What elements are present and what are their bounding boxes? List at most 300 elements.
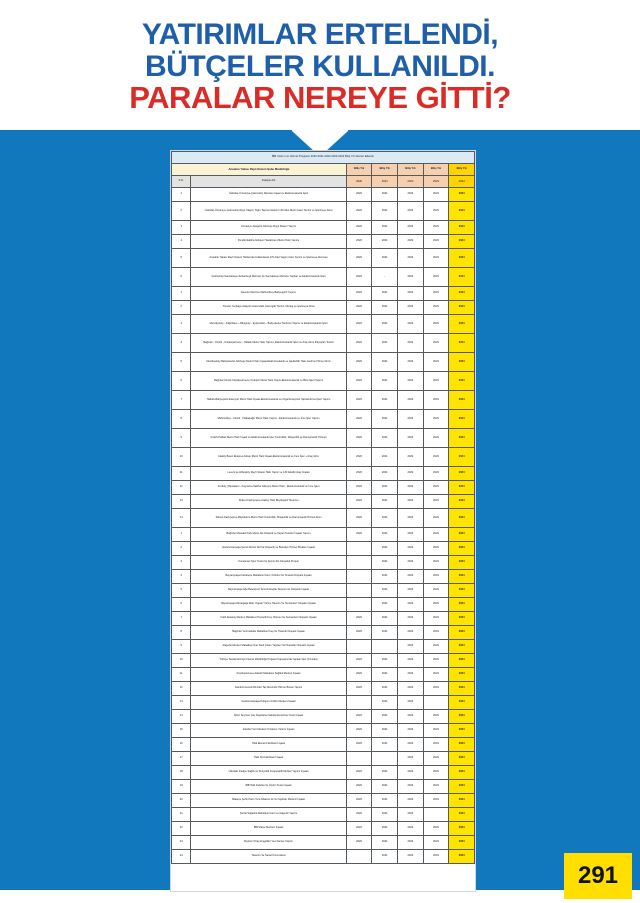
year-cell-2022: 2022	[398, 570, 424, 584]
year-cell-2023: 2023	[423, 372, 449, 391]
year-cell-2023: 2023	[423, 268, 449, 287]
activity-name-cell: Çekmeköy-Sancaktepe-Sultanbeyli Metrosu Ve Sancaktepe Metrosu Yapıları ve Elektromekanik İşleri	[191, 268, 346, 287]
year-cell-2020: 2020	[346, 654, 372, 668]
row-number-cell: 5	[172, 353, 191, 372]
year-cell-2022: 2022	[398, 410, 424, 429]
row-number-cell: 22	[172, 822, 191, 836]
year-cell-2021: 2021	[372, 467, 398, 481]
year-cell-2021: 2021	[372, 612, 398, 626]
year-cell-2022: 2022	[398, 467, 424, 481]
year-cell-2024: 2024	[449, 188, 475, 202]
year-number-2: 2022	[398, 176, 424, 188]
row-number-cell: 4	[172, 334, 191, 353]
row-number-cell: 18	[172, 766, 191, 780]
activity-name-cell: İBB Halk Fabrika Ve Üretim Tesisi İnşaatı	[191, 780, 346, 794]
year-cell-2021: 2021	[372, 654, 398, 668]
table-row	[172, 836, 475, 850]
row-number-cell: 6	[172, 372, 191, 391]
table-row	[172, 249, 475, 268]
year-cell-2023: 2023	[423, 410, 449, 429]
year-cell-2024: 2024	[449, 626, 475, 640]
row-number-cell: 10	[172, 448, 191, 467]
year-cell-2020	[346, 850, 372, 864]
row-number-cell: 6	[172, 598, 191, 612]
year-cell-2020: 2020	[346, 836, 372, 850]
activity-name-cell: Üsküdar-Ümraniye-Çekmeköy Metrosu İnşaat ve Elektromekanik İşleri	[191, 188, 346, 202]
year-cell-2023: 2023	[423, 570, 449, 584]
activity-name-cell: Pendik-Sabiha Gökçen Havalimanı Metro Hattı Yapımı	[191, 235, 346, 249]
table-row	[172, 668, 475, 682]
activity-name-cell: Türkiye Sanatlı Emniyet Genel Müdürlüğü Projeleri Kapsamında Yapılan Işler (12 Adet)	[191, 654, 346, 668]
year-cell-2021: 2021	[372, 495, 398, 509]
investment-program-table	[171, 151, 475, 864]
year-cell-2021: 2021	[372, 682, 398, 696]
activity-name-cell: Bağcılar-Kirazlı-Küçükçekmece Yerleşim Metro Hattı Yapım-Elektromekanik ve Bina İşleri Yapımı	[191, 372, 346, 391]
year-cell-2020: 2020	[346, 188, 372, 202]
year-cell-2022: 2022	[398, 448, 424, 467]
activity-name-cell: Tasarım Ve Sanat Üniversitesi	[191, 850, 346, 864]
year-cell-2020	[346, 696, 372, 710]
year-header-1: Bitiş Yılı	[372, 164, 398, 176]
table-row	[172, 334, 475, 353]
year-cell-2022: 2022	[398, 481, 424, 495]
table-row	[172, 542, 475, 556]
year-cell-2024: 2024	[449, 766, 475, 780]
year-cell-2024: 2024	[449, 696, 475, 710]
year-cell-2023: 2023	[423, 822, 449, 836]
year-cell-2020: 2020	[346, 481, 372, 495]
year-cell-2024: 2024	[449, 202, 475, 221]
table-row	[172, 682, 475, 696]
year-cell-2024: 2024	[449, 584, 475, 598]
activity-name-cell: Fatih Aksaray Merkez Mahallesi Ticaretli Kreş, Bürosu Ve Semtevleri Otoparkı İnşaatı	[191, 612, 346, 626]
year-cell-2021: 2021	[372, 410, 398, 429]
year-cell-2020: 2020	[346, 668, 372, 682]
year-cell-2021: 2021	[372, 794, 398, 808]
row-number-cell: 15	[172, 724, 191, 738]
year-cell-2021: 2021	[372, 202, 398, 221]
year-cell-2023: 2023	[423, 202, 449, 221]
year-cell-2020: 2020	[346, 202, 372, 221]
year-cell-2020: 2020	[346, 766, 372, 780]
year-cell-2020: 2020	[346, 710, 372, 724]
year-cell-2024: 2024	[449, 391, 475, 410]
activity-name-cell: Maltepe Şehir Parkı Yeni Albatros Ve Su Sporları Merkezi İnşaatı	[191, 794, 346, 808]
year-cell-2021	[372, 752, 398, 766]
year-cell-2021: 2021	[372, 334, 398, 353]
year-cell-2023: 2023	[423, 752, 449, 766]
year-cell-2021: 2021	[372, 584, 398, 598]
year-header-2: Bitiş Yılı	[398, 164, 424, 176]
year-cell-2020: 2020	[346, 221, 372, 235]
year-cell-2020	[346, 640, 372, 654]
table-row	[172, 780, 475, 794]
year-cell-2023: 2023	[423, 542, 449, 556]
year-cell-2024: 2024	[449, 301, 475, 315]
headline-line-2: BÜTÇELER KULLANILDI.	[145, 49, 495, 83]
year-cell-2024: 2024	[449, 410, 475, 429]
year-cell-2023: 2023	[423, 391, 449, 410]
year-cell-2020: 2020	[346, 626, 372, 640]
row-number-cell: 9	[172, 429, 191, 448]
year-cell-2024: 2024	[449, 752, 475, 766]
activity-name-cell: Bağcılar Mustakil Park Metro Altı Otopark ve Kapalı Tesisler İnşaatı Yapımı	[191, 528, 346, 542]
activity-name-cell: Üsküdar İcadiye Sağlık ve Periyodik Kooperatifli Merkez Yapımı İnşaatı	[191, 766, 346, 780]
year-cell-2024: 2024	[449, 710, 475, 724]
year-cell-2024: 2024	[449, 682, 475, 696]
year-number-0: 2020	[346, 176, 372, 188]
year-cell-2020: 2020	[346, 467, 372, 481]
activity-name-cell: Silivri Seymen Çay Depolama Sahasında Antrex Tesis İnşaatı	[191, 710, 346, 724]
year-cell-2023: 2023	[423, 668, 449, 682]
activity-name-cell: Üsküdar-Ümraniye-Çekmeköy Raylı Ulaşım Toplu Taşıma Sistemi 120 Adet Metro Aracı Temini ve İşletmeye Alma	[191, 202, 346, 221]
row-number-cell: 13	[172, 696, 191, 710]
year-cell-2020: 2020	[346, 448, 372, 467]
activity-name-cell: Gaziosmanpaşa Poligonu Kültür Merkezi İnşaatı	[191, 696, 346, 710]
row-number-cell: 4	[172, 235, 191, 249]
year-cell-2021	[372, 640, 398, 654]
row-number-cell: 3	[172, 315, 191, 334]
row-number-cell: 4	[172, 570, 191, 584]
year-cell-2022: 2022	[398, 682, 424, 696]
year-cell-2024: 2024	[449, 542, 475, 556]
year-cell-2023: 2023	[423, 556, 449, 570]
row-number-cell: 5	[172, 584, 191, 598]
year-cell-2022: 2022	[398, 598, 424, 612]
activity-name-cell: İBB İtfaiye Merkezi İnşaatı	[191, 822, 346, 836]
year-cell-2022: 2022	[398, 315, 424, 334]
activity-name-cell: Ataköy Basın Ekspres Adnan Metro Hattı İnşaat-Elektromekanik ve İnce İşler + Araç Alımı	[191, 448, 346, 467]
year-cell-2023: 2023	[423, 221, 449, 235]
row-number-cell: 5	[172, 249, 191, 268]
year-header-3: Bitiş Yılı	[423, 164, 449, 176]
row-number-cell: 2	[172, 542, 191, 556]
year-cell-2023: 2023	[423, 528, 449, 542]
year-cell-2021: 2021	[372, 481, 398, 495]
year-cell-2020: 2020	[346, 612, 372, 626]
year-cell-2024: 2024	[449, 640, 475, 654]
table-row	[172, 654, 475, 668]
table-row	[172, 353, 475, 372]
table-row	[172, 448, 475, 467]
year-cell-2020: 2020	[346, 235, 372, 249]
year-cell-2020: 2020	[346, 495, 372, 509]
row-number-cell: 17	[172, 752, 191, 766]
year-cell-2022: 2022	[398, 654, 424, 668]
year-cell-2020: 2020	[346, 353, 372, 372]
year-cell-2022: 2022	[398, 249, 424, 268]
year-cell-2022: 2022	[398, 794, 424, 808]
year-cell-2022: 2022	[398, 202, 424, 221]
year-cell-2022: 2022	[398, 221, 424, 235]
row-number-cell: 3	[172, 221, 191, 235]
year-cell-2020: 2020	[346, 410, 372, 429]
table-row	[172, 509, 475, 528]
year-cell-2024: 2024	[449, 808, 475, 822]
year-cell-2023: 2023	[423, 626, 449, 640]
year-cell-2023	[423, 808, 449, 822]
year-cell-2024: 2024	[449, 780, 475, 794]
year-cell-2020: 2020	[346, 724, 372, 738]
year-cell-2021: 2021	[372, 301, 398, 315]
year-cell-2023: 2023	[423, 448, 449, 467]
col-header-sn: S.N.	[172, 176, 191, 188]
table-row	[172, 372, 475, 391]
year-cell-2022: 2022	[398, 353, 424, 372]
year-cell-2022: 2022	[398, 495, 424, 509]
year-cell-2022: 2022	[398, 372, 424, 391]
year-cell-2021: 2021	[372, 598, 398, 612]
table-row	[172, 391, 475, 410]
year-cell-2023: 2023	[423, 315, 449, 334]
year-cell-2020: 2020	[346, 391, 372, 410]
row-number-cell: 2	[172, 202, 191, 221]
year-cell-2023: 2023	[423, 353, 449, 372]
year-cell-2024: 2024	[449, 334, 475, 353]
table-row	[172, 808, 475, 822]
year-cell-2023: 2023	[423, 301, 449, 315]
row-number-cell: 24	[172, 850, 191, 864]
year-cell-2022: 2022	[398, 752, 424, 766]
year-cell-2021: 2021	[372, 391, 398, 410]
year-cell-2022: 2022	[398, 836, 424, 850]
row-number-cell: 9	[172, 640, 191, 654]
year-cell-2020	[346, 570, 372, 584]
year-cell-2021: 2021	[372, 542, 398, 556]
row-number-cell: 1	[172, 287, 191, 301]
year-cell-2023: 2023	[423, 836, 449, 850]
year-cell-2024: 2024	[449, 287, 475, 301]
year-cell-2022: 2022	[398, 556, 424, 570]
activity-name-cell: Mecidiyeköy-Bahçelievler-Göztepe Metro Hattı İnşaat-Elektromekanik ve İşletilebilir Hale Getirme Hizmet Alımı	[191, 353, 346, 372]
table-row	[172, 850, 475, 864]
activity-name-cell: Sirkeci-Kazlıçeşme-Ataköy Hattı Büyükşehir Metrosu	[191, 495, 346, 509]
year-cell-2022: 2022	[398, 334, 424, 353]
year-cell-2020: 2020	[346, 780, 372, 794]
row-number-cell: 7	[172, 391, 191, 410]
table-subheader-row	[172, 176, 475, 188]
table-row	[172, 724, 475, 738]
year-cell-2020: 2020	[346, 808, 372, 822]
table-row	[172, 626, 475, 640]
year-cell-2024: 2024	[449, 724, 475, 738]
year-cell-2022: 2022	[398, 584, 424, 598]
year-cell-2024: 2024	[449, 495, 475, 509]
year-cell-2022: 2022	[398, 626, 424, 640]
year-cell-2024: 2024	[449, 268, 475, 287]
table-row	[172, 696, 475, 710]
year-cell-2021: 2021	[372, 509, 398, 528]
year-cell-2020	[346, 584, 372, 598]
year-cell-2023: 2023	[423, 612, 449, 626]
table-row	[172, 221, 475, 235]
table-row	[172, 598, 475, 612]
year-cell-2021: 2021	[372, 372, 398, 391]
table-row	[172, 268, 475, 287]
year-cell-2024: 2024	[449, 481, 475, 495]
year-number-3: 2023	[423, 176, 449, 188]
row-number-cell: 14	[172, 710, 191, 724]
year-cell-2023: 2023	[423, 766, 449, 780]
row-number-cell: 11	[172, 668, 191, 682]
activity-name-cell: Kurtköy (Havaalanı - Kaynarca Sabiha Gökçen) Metro Hattı - Elektromekanik ve İnce İşleri	[191, 481, 346, 495]
year-cell-2021: 2021	[372, 780, 398, 794]
activity-name-cell: Gaziosmanpaşa Şemsi Ahmet Alt Kat Otoparkı ve Belediye Hizmet Binaları İnşaatı	[191, 542, 346, 556]
year-cell-2021: 2021	[372, 668, 398, 682]
year-cell-2024: 2024	[449, 448, 475, 467]
year-cell-2020	[346, 598, 372, 612]
year-cell-2020: 2020	[346, 249, 372, 268]
col-header-name: Faaliyet Adı	[191, 176, 346, 188]
row-number-cell: 16	[172, 738, 191, 752]
year-cell-2024: 2024	[449, 668, 475, 682]
row-number-cell: 10	[172, 654, 191, 668]
year-cell-2023: 2023	[423, 654, 449, 668]
year-cell-2023: 2023	[423, 710, 449, 724]
table-row	[172, 429, 475, 448]
year-cell-2023: 2023	[423, 682, 449, 696]
year-cell-2021: 2021	[372, 626, 398, 640]
year-cell-2023: 2023	[423, 780, 449, 794]
activity-name-cell: Halkalı-Bahçeşehir-Esenyurt Metro Hattı İnşaat-Elektromekanik ve Organizasyonel Yapılandırma İşleri Yapımı	[191, 391, 346, 410]
activity-name-cell: Beykoz Ortaç Engelliler Yeni Kampı Yapımı	[191, 836, 346, 850]
year-cell-2021: 2021	[372, 724, 398, 738]
year-cell-2022: 2022	[398, 542, 424, 556]
activity-name-cell: Kocasinan Spor Tesisi Ve Zemin Altı Otoparklı Projesi	[191, 556, 346, 570]
year-cell-2021: 2021	[372, 249, 398, 268]
table-row	[172, 235, 475, 249]
row-number-cell: 8	[172, 626, 191, 640]
activity-name-cell: Ataşehir Merkez Mahallesi İmar Kadı Çıkarı Yapılan Yol Otoparklı Otoparkı İnşaatı	[191, 640, 346, 654]
activity-name-cell: İstanbul Genelli 94 Adet Taş Mevcutlu Hizmet Binası Yapımı	[191, 682, 346, 696]
year-cell-2024: 2024	[449, 509, 475, 528]
year-cell-2022: 2022	[398, 235, 424, 249]
year-cell-2024: 2024	[449, 822, 475, 836]
chevron-down-icon	[292, 130, 348, 152]
row-number-cell: 14	[172, 509, 191, 528]
table-row	[172, 556, 475, 570]
activity-name-cell: Ümraniye-Ataşehir-Göztepe Raylı Sistem Yapımı	[191, 221, 346, 235]
year-cell-2022: 2022	[398, 668, 424, 682]
row-number-cell: 1	[172, 188, 191, 202]
activity-name-cell: Bayrampaşa Muratpaşa Mah. Kapalı Yüzme Havuzu Ve Semtevleri Otoparkı İnşaatı	[191, 598, 346, 612]
year-cell-2021: 2021	[372, 822, 398, 836]
year-cell-2023: 2023	[423, 188, 449, 202]
year-cell-2022: 2022	[398, 780, 424, 794]
year-cell-2022: 2022	[398, 710, 424, 724]
year-number-1: 2021	[372, 176, 398, 188]
row-number-cell: 20	[172, 794, 191, 808]
year-cell-2024: 2024	[449, 528, 475, 542]
year-cell-2020: 2020	[346, 738, 372, 752]
year-cell-2022: 2022	[398, 850, 424, 864]
table-row	[172, 640, 475, 654]
year-cell-2021: 2021	[372, 738, 398, 752]
table-row	[172, 495, 475, 509]
year-cell-2020: 2020	[346, 301, 372, 315]
year-cell-2021: 2021	[372, 429, 398, 448]
row-number-cell: 1	[172, 528, 191, 542]
table-row	[172, 612, 475, 626]
activity-name-cell: Esenler Metrosu Mahmutbey-Bahçeşehir Yapımı	[191, 287, 346, 301]
row-number-cell: 8	[172, 410, 191, 429]
year-cell-2021: 2021	[372, 808, 398, 822]
year-cell-2021: -	[372, 268, 398, 287]
activity-name-cell: Bayrampaşa Ağa Belediyesi Temelli Araçlar Deposu Ve Otoparkı İnşaatı	[191, 584, 346, 598]
activity-name-cell: Mahmutbey - Kirazlı - Halkalıoğlu Metro Hattı Yapımı - Elektromekanik ve İnce İşler Yapımı	[191, 410, 346, 429]
year-cell-2020	[346, 542, 372, 556]
table-row	[172, 315, 475, 334]
year-cell-2020	[346, 752, 372, 766]
headline-line-1: YATIRIMLAR ERTELENDİ,	[141, 17, 499, 51]
table-row	[172, 467, 475, 481]
year-cell-2021: 2021	[372, 836, 398, 850]
year-cell-2024: 2024	[449, 556, 475, 570]
row-number-cell: 23	[172, 836, 191, 850]
year-cell-2022: 2022	[398, 268, 424, 287]
year-cell-2020: 2020	[346, 682, 372, 696]
year-header-0: Bitiş Yılı	[346, 164, 372, 176]
year-cell-2024: 2024	[449, 654, 475, 668]
year-cell-2022: 2022	[398, 287, 424, 301]
row-number-cell: 19	[172, 780, 191, 794]
year-cell-2023: 2023	[423, 495, 449, 509]
row-number-cell: 7	[172, 612, 191, 626]
year-cell-2022: 2022	[398, 738, 424, 752]
table-row	[172, 584, 475, 598]
year-cell-2021: 2021	[372, 766, 398, 780]
table-department-row	[172, 164, 475, 176]
year-cell-2023: 2023	[423, 850, 449, 864]
year-cell-2020: 2020	[346, 315, 372, 334]
year-cell-2024: 2024	[449, 235, 475, 249]
year-cell-2022: 2022	[398, 528, 424, 542]
table-row	[172, 752, 475, 766]
year-cell-2022: 2022	[398, 822, 424, 836]
year-cell-2024: 2024	[449, 598, 475, 612]
year-cell-2023: 2023	[423, 509, 449, 528]
table-program-title-row	[172, 152, 475, 164]
row-number-cell: 12	[172, 481, 191, 495]
year-cell-2021: 2021	[372, 235, 398, 249]
activity-name-cell: Anadolu Yakası Raylı Sistem Hatlarında Kullanılacak 170 Adet Vagon Aracı Temini ve İşletmeye Alınması	[191, 249, 346, 268]
activity-name-cell: Halk Süt Fabrikası İnşaatı	[191, 752, 346, 766]
year-cell-2021: 2021	[372, 850, 398, 864]
year-cell-2024: 2024	[449, 467, 475, 481]
year-cell-2021: 2021	[372, 353, 398, 372]
activity-name-cell: Sirkeci-Kazlıçeşme-Büyükdere Metro Hattı Kontrollük, Müşavirlik ve Danışmanlık Hizmet Alımı	[191, 509, 346, 528]
year-cell-2023: 2023	[423, 235, 449, 249]
year-cell-2024: 2024	[449, 315, 475, 334]
year-cell-2022: 2022	[398, 509, 424, 528]
year-cell-2020: 2020	[346, 528, 372, 542]
year-cell-2023	[423, 696, 449, 710]
page-number-badge: 291	[564, 853, 632, 899]
program-title-cell: İBB Yatırım ve Hizmet Programı 2020-2021-2022-2023-2024 Bitiş Yılı Devam Edenler	[172, 152, 475, 164]
year-cell-2023: 2023	[423, 481, 449, 495]
year-cell-2022: 2022	[398, 301, 424, 315]
row-number-cell: 3	[172, 556, 191, 570]
year-cell-2024: 2024	[449, 249, 475, 268]
year-cell-2024: 2024	[449, 850, 475, 864]
table-row	[172, 822, 475, 836]
year-cell-2023: 2023	[423, 334, 449, 353]
activity-name-cell: Bayrampaşa Kartaltepe Mahallesi Cami, Kültürel Ve Ticaretli Otopark İnşaatı	[191, 570, 346, 584]
activity-name-cell: Levent ve Alibeyköy Raylı Sistem Hattı Yapım ve 132 Adetlik Araç İmalatı	[191, 467, 346, 481]
year-cell-2024: 2024	[449, 221, 475, 235]
table-row	[172, 766, 475, 780]
year-cell-2022: 2022	[398, 391, 424, 410]
